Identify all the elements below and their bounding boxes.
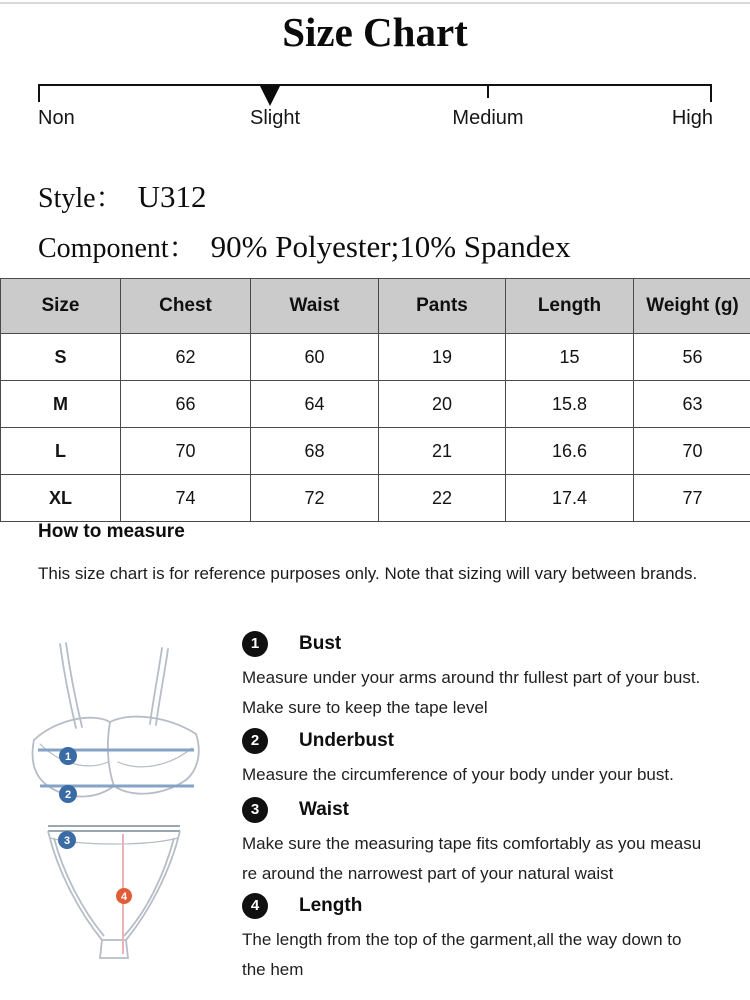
cell-pants: 22	[379, 475, 506, 522]
bra-sketch	[33, 643, 199, 797]
step-4-badge-icon: 4	[242, 893, 268, 919]
reference-note: This size chart is for reference purposes only. Note that sizing will vary between brands.	[38, 564, 698, 583]
cell-pants: 20	[379, 381, 506, 428]
marker-2-number: 2	[64, 789, 72, 801]
cell-waist: 68	[251, 428, 379, 475]
cell-chest: 66	[121, 381, 251, 428]
measure-item-header	[242, 630, 750, 657]
cell-size: XL	[1, 475, 121, 522]
component-value: 90% Polyester;10% Spandex	[210, 229, 571, 264]
col-header-size: Size	[1, 279, 121, 334]
cell-waist: 60	[251, 334, 379, 381]
lingerie-diagram	[10, 628, 230, 988]
cell-weight: 56	[634, 334, 750, 381]
cell-size: M	[1, 381, 121, 428]
measure-item-header	[242, 796, 750, 823]
marker-3-number: 3	[63, 835, 71, 847]
measure-item-bust	[242, 630, 750, 723]
style-value: U312	[137, 179, 207, 214]
col-header-length: Length	[506, 279, 634, 334]
table-row	[1, 381, 750, 428]
cell-weight: 77	[634, 475, 750, 522]
step-2-badge-icon: 2	[242, 728, 268, 754]
cell-chest: 70	[121, 428, 251, 475]
page-title: Size Chart	[282, 9, 468, 55]
cell-weight: 63	[634, 381, 750, 428]
measure-item-title: Underbust	[299, 729, 394, 751]
scale-line	[38, 84, 712, 86]
measure-item-underbust	[242, 727, 750, 790]
cell-waist: 64	[251, 381, 379, 428]
cell-length: 16.6	[506, 428, 634, 475]
measure-item-text: Make sure the measuring tape fits comfortably as you measu	[242, 834, 702, 853]
cell-length: 15	[506, 334, 634, 381]
scale-tick-medium	[487, 84, 489, 98]
size-table	[0, 278, 750, 522]
measure-item-title: Waist	[299, 798, 349, 820]
marker-1-number: 1	[64, 751, 72, 763]
step-3-badge-icon: 3	[242, 797, 268, 823]
component-label: Component：	[38, 233, 197, 264]
measure-item-text: Measure the circumference of your body under your bust.	[242, 765, 674, 784]
cell-waist: 72	[251, 475, 379, 522]
col-header-waist: Waist	[251, 279, 379, 334]
how-to-measure-heading: How to measure	[38, 521, 185, 542]
step-1-badge-icon: 1	[242, 631, 268, 657]
measure-item-text: the hem	[242, 960, 304, 979]
measure-item-title: Length	[299, 894, 363, 916]
table-row	[1, 428, 750, 475]
cell-pants: 21	[379, 428, 506, 475]
scale-tick-right	[710, 84, 712, 102]
cell-length: 17.4	[506, 475, 634, 522]
measure-item-header	[242, 892, 750, 919]
scale-tick-left	[38, 84, 40, 102]
measure-item-text: Measure under your arms around thr fullest part of your bust.	[242, 668, 701, 687]
size-table-header-row	[1, 279, 750, 334]
measure-item-title: Bust	[299, 632, 342, 654]
cell-pants: 19	[379, 334, 506, 381]
style-label: Style：	[38, 183, 124, 214]
measure-item-header	[242, 727, 750, 754]
top-divider	[0, 2, 750, 4]
cell-length: 15.8	[506, 381, 634, 428]
table-row	[1, 475, 750, 522]
col-header-pants: Pants	[379, 279, 506, 334]
scale-label-high: High	[671, 107, 713, 129]
measure-item-waist	[242, 796, 750, 889]
scale-label-slight: Slight	[249, 107, 301, 129]
col-header-chest: Chest	[121, 279, 251, 334]
cell-chest: 62	[121, 334, 251, 381]
cell-size: S	[1, 334, 121, 381]
cell-size: L	[1, 428, 121, 475]
slider-triangle-icon	[260, 86, 280, 106]
scale-label-non: Non	[38, 107, 75, 129]
marker-4-number: 4	[120, 891, 128, 903]
col-header-weight: Weight (g)	[634, 279, 750, 334]
scale-label-medium: Medium	[452, 107, 524, 129]
measure-item-text: re around the narrowest part of your natural waist	[242, 864, 614, 883]
measure-item-text: Make sure to keep the tape level	[242, 698, 488, 717]
cell-chest: 74	[121, 475, 251, 522]
measure-item-length	[242, 892, 750, 985]
component-row	[38, 226, 571, 266]
table-row	[1, 334, 750, 381]
cell-weight: 70	[634, 428, 750, 475]
style-row	[38, 176, 206, 216]
measure-item-text: The length from the top of the garment,all the way down to	[242, 930, 682, 949]
